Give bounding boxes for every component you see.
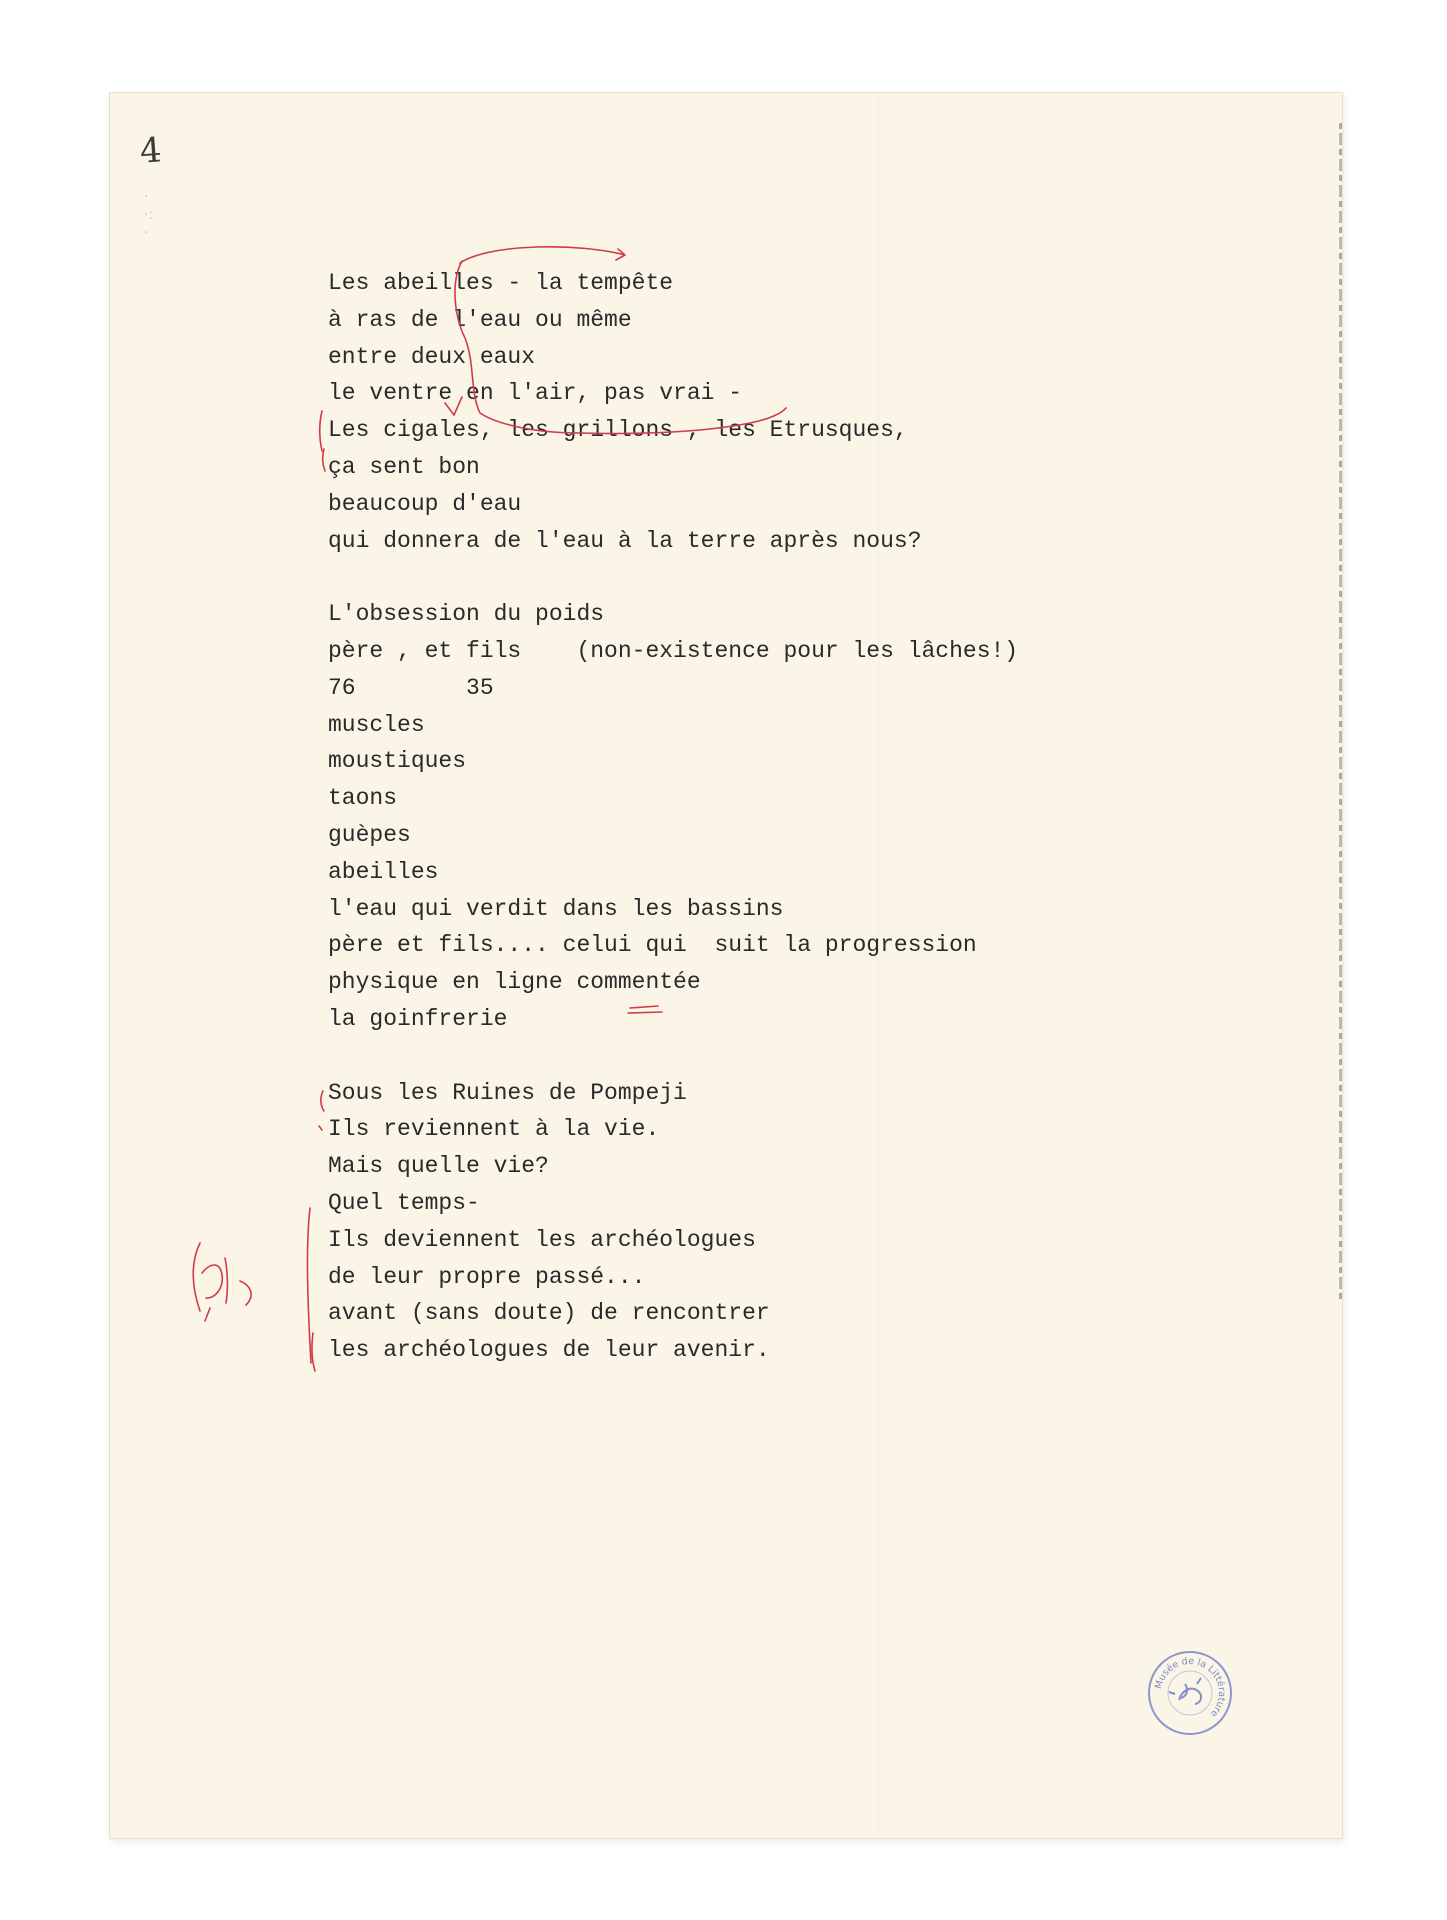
stanza-3 — [328, 1075, 1228, 1369]
bracket-stanza3-a — [321, 1091, 324, 1111]
poem-line: L'obsession du poids — [328, 601, 605, 628]
poem-line: abeilles — [328, 858, 439, 885]
poem-line: à ras de l'eau ou même — [328, 306, 632, 333]
poem-line: de leur propre passé... — [328, 1263, 646, 1290]
poem-line: beaucoup d'eau — [328, 490, 522, 517]
poem-line: Ils deviennent les archéologues — [328, 1226, 756, 1253]
poem-line: qui donnera de l'eau à la terre après nous? — [328, 527, 922, 554]
svg-text:Musée de la Littérature — [1153, 1656, 1227, 1719]
poem-line: Les cigales, les grillons , les Etrusques, — [328, 417, 908, 444]
poem-line: 76 35 — [328, 674, 494, 701]
poem-line: le ventre en l'air, pas vrai - — [328, 380, 743, 407]
poem-line: Quel temps- — [328, 1189, 480, 1216]
poem-line: père et fils.... celui qui suit la progression — [328, 932, 977, 959]
poem-line: la goinfrerie — [328, 1005, 508, 1032]
stamp-text: Musée de la Littérature — [1153, 1655, 1228, 1720]
manuscript-page — [110, 93, 1342, 1838]
bracket-stanza3-b — [319, 1126, 322, 1130]
poem-line: Ils reviennent à la vie. — [328, 1116, 660, 1143]
poem-line: Les abeilles - la tempête — [328, 270, 674, 296]
faint-pencil-marks: · ·: · — [144, 189, 154, 241]
poem-line: entre deux eaux — [328, 343, 536, 370]
stanza-1 — [328, 265, 1228, 559]
poem-line: taons — [328, 785, 398, 812]
bracket-stanza3-d — [312, 1333, 315, 1371]
poem-line: moustiques — [328, 748, 467, 775]
poem-line: ça sent bon — [328, 453, 480, 480]
poem-line: père , et fils (non-existence pour les lâches!) — [328, 637, 1019, 664]
museum-stamp — [1145, 1648, 1235, 1738]
torn-edge — [1339, 123, 1342, 1303]
poem-line: guèpes — [328, 821, 411, 848]
poem-text — [328, 265, 1228, 1369]
stamp-emblem-icon — [1169, 1678, 1201, 1704]
poem-line: Mais quelle vie? — [328, 1153, 549, 1180]
bracket-line-6 — [323, 449, 325, 471]
poem-line: l'eau qui verdit dans les bassins — [328, 895, 784, 922]
stanza-gap — [328, 559, 1228, 596]
bracket-stanza3-c — [307, 1208, 311, 1363]
stanza-gap — [328, 1038, 1228, 1075]
poem-line: avant (sans doute) de rencontrer — [328, 1300, 770, 1327]
poem-line: les archéologues de leur avenir. — [328, 1337, 770, 1364]
stanza-2 — [328, 596, 1228, 1038]
poem-line: physique en ligne commentée — [328, 969, 701, 996]
poem-line: Sous les Ruines de Pompeji — [328, 1079, 687, 1106]
arc-annotation-top — [460, 247, 625, 263]
margin-scribble — [193, 1243, 251, 1321]
bracket-line-5 — [320, 411, 322, 451]
poem-line: muscles — [328, 711, 425, 738]
page-number: 4 — [138, 130, 164, 172]
